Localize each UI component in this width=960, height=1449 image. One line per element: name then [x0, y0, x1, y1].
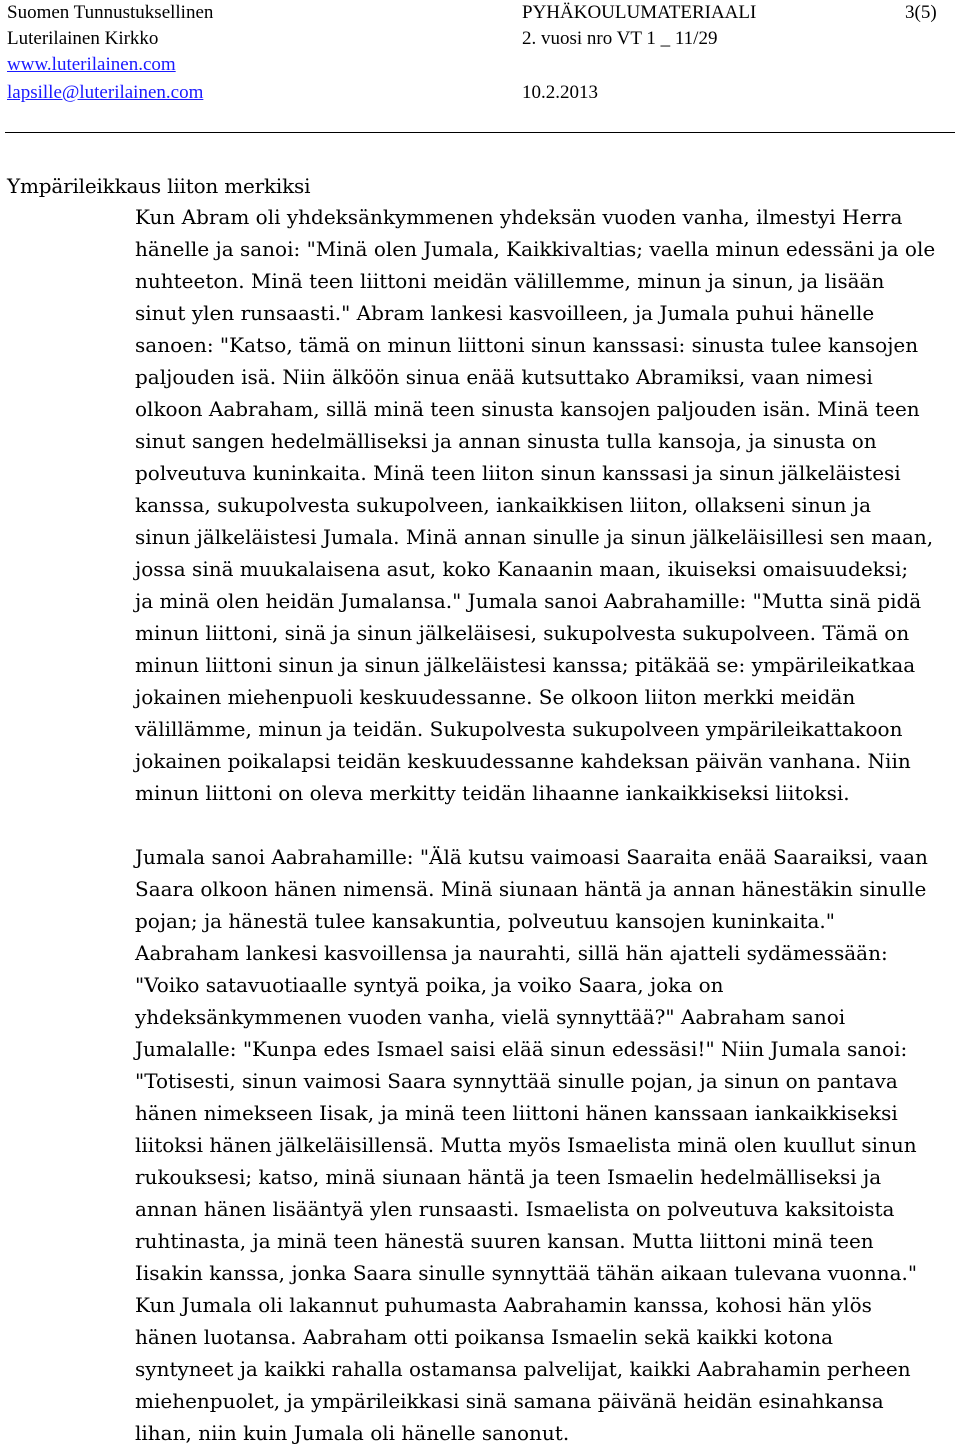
document-date: 10.2.2013 — [522, 82, 598, 103]
paragraph-line: "Totisesti, sinun vaimosi Saara synnyttää sinulle pojan, ja sinun on pantava — [135, 1069, 898, 1093]
paragraph-line: sinut ylen runsaasti." Abram lankesi kasvoilleen, ja Jumala puhui hänelle — [135, 301, 875, 325]
paragraph-line: ruhtinasta, ja minä teen hänestä suuren kansan. Mutta liittoni minä teen — [135, 1229, 874, 1253]
paragraph-line: olkoon Aabraham, sillä minä teen sinusta kansojen paljouden isän. Minä teen — [135, 397, 920, 421]
paragraph-line: annan hänen lisääntyä ylen runsaasti. Ismaelista on polveutuva kaksitoista — [135, 1197, 895, 1221]
paragraph-line: kanssa, sukupolvesta sukupolveen, iankaikkisen liiton, ollakseni sinun ja — [135, 493, 872, 517]
paragraph-line: yhdeksänkymmenen vuoden vanha, vielä synnyttää?" Aabraham sanoi — [135, 1005, 846, 1029]
paragraph-line: polveutuva kuninkaita. Minä teen liiton sinun kanssasi ja sinun jälkeläistesi — [135, 461, 901, 485]
section-heading: Ympärileikkaus liiton merkiksi — [7, 174, 311, 198]
paragraph-line: Jumala sanoi Aabrahamille: "Älä kutsu vaimoasi Saaraita enää Saaraiksi, vaan — [135, 845, 928, 869]
paragraph-line: sinun jälkeläistesi Jumala. Minä annan sinulle ja sinun jälkeläisillesi sen maan, — [135, 525, 934, 549]
paragraph-1 — [135, 201, 960, 809]
header-divider — [5, 132, 955, 133]
paragraph-line: Aabraham lankesi kasvoillensa ja naurahti, sillä hän ajatteli sydämessään: — [135, 941, 888, 965]
paragraph-line: ja minä olen heidän Jumalansa." Jumala sanoi Aabrahamille: "Mutta sinä pidä — [135, 589, 922, 613]
website-link[interactable]: www.luterilainen.com — [7, 54, 176, 75]
paragraph-line: hänen nimekseen Iisak, ja minä teen liittoni hänen kanssaan iankaikkiseksi — [135, 1101, 898, 1125]
paragraph-line: jossa sinä muukalaisena asut, koko Kanaanin maan, ikuiseksi omaisuudeksi; — [135, 557, 909, 581]
paragraph-line: välillämme, minun ja teidän. Sukupolvesta sukupolveen ympärileikattakoon — [135, 717, 903, 741]
paragraph-line: syntyneet ja kaikki rahalla ostamansa palvelijat, kaikki Aabrahamin perheen — [135, 1357, 911, 1381]
email-link[interactable]: lapsille@luterilainen.com — [7, 82, 204, 103]
paragraph-line: hänen luotansa. Aabraham otti poikansa Ismaelin sekä kaikki kotona — [135, 1325, 834, 1349]
paragraph-line: rukouksesi; katso, minä siunaan häntä ja teen Ismaelin hedelmälliseksi ja — [135, 1165, 882, 1189]
paragraph-line: Iisakin kanssa, jonka Saara sinulle synnyttää tähän aikaan tulevana vuonna." — [135, 1261, 918, 1285]
paragraph-line: minun liittoni on oleva merkitty teidän lihaanne iankaikkiseksi liitoksi. — [135, 781, 850, 805]
paragraph-line: paljouden isä. Niin älköön sinua enää kutsuttako Abramiksi, vaan nimesi — [135, 365, 873, 389]
paragraph-line: sinut sangen hedelmälliseksi ja annan sinusta tulla kansoja, ja sinusta on — [135, 429, 877, 453]
paragraph-line: minun liittoni, sinä ja sinun jälkeläisesi, sukupolvesta sukupolveen. Tämä on — [135, 621, 910, 645]
paragraph-line: Kun Jumala oli lakannut puhumasta Aabrahamin kanssa, kohosi hän ylös — [135, 1293, 872, 1317]
org-name-line1: Suomen Tunnustuksellinen — [7, 2, 214, 23]
paragraph-line: Kun Abram oli yhdeksänkymmenen yhdeksän vuoden vanha, ilmestyi Herra — [135, 205, 903, 229]
material-title: PYHÄKOULUMATERIAALI — [522, 2, 757, 23]
paragraph-line: pojan; ja hänestä tulee kansakuntia, polveutuu kansojen kuninkaita." — [135, 909, 835, 933]
paragraph-line: minun liittoni sinun ja sinun jälkeläistesi kanssa; pitäkää se: ympärileikatkaa — [135, 653, 916, 677]
org-name-line2: Luterilainen Kirkko — [7, 28, 159, 49]
paragraph-line: jokainen miehenpuoli keskuudessanne. Se olkoon liiton merkki meidän — [135, 685, 856, 709]
paragraph-line: miehenpuolet, ja ympärileikkasi sinä samana päivänä heidän esinahkansa — [135, 1389, 884, 1413]
document-header — [0, 0, 960, 110]
lesson-info: 2. vuosi nro VT 1 _ 11/29 — [522, 28, 718, 49]
paragraph-2 — [135, 841, 960, 1449]
paragraph-line: liitoksi hänen jälkeläisillensä. Mutta myös Ismaelista minä olen kuullut sinun — [135, 1133, 917, 1157]
page-number: 3(5) — [905, 2, 937, 23]
paragraph-line: sanoen: "Katso, tämä on minun liittoni sinun kanssasi: sinusta tulee kansojen — [135, 333, 919, 357]
paragraph-line: Saara olkoon hänen nimensä. Minä siunaan häntä ja annan hänestäkin sinulle — [135, 877, 927, 901]
paragraph-line: hänelle ja sanoi: "Minä olen Jumala, Kaikkivaltias; vaella minun edessäni ja ole — [135, 237, 936, 261]
paragraph-line: nuhteeton. Minä teen liittoni meidän välillemme, minun ja sinun, ja lisään — [135, 269, 885, 293]
paragraph-line: lihan, niin kuin Jumala oli hänelle sanonut. — [135, 1421, 570, 1445]
paragraph-line: "Voiko satavuotiaalle syntyä poika, ja voiko Saara, joka on — [135, 973, 724, 997]
paragraph-line: Jumalalle: "Kunpa edes Ismael saisi elää sinun edessäsi!" Niin Jumala sanoi: — [135, 1037, 908, 1061]
paragraph-line: jokainen poikalapsi teidän keskuudessanne kahdeksan päivän vanhana. Niin — [135, 749, 911, 773]
